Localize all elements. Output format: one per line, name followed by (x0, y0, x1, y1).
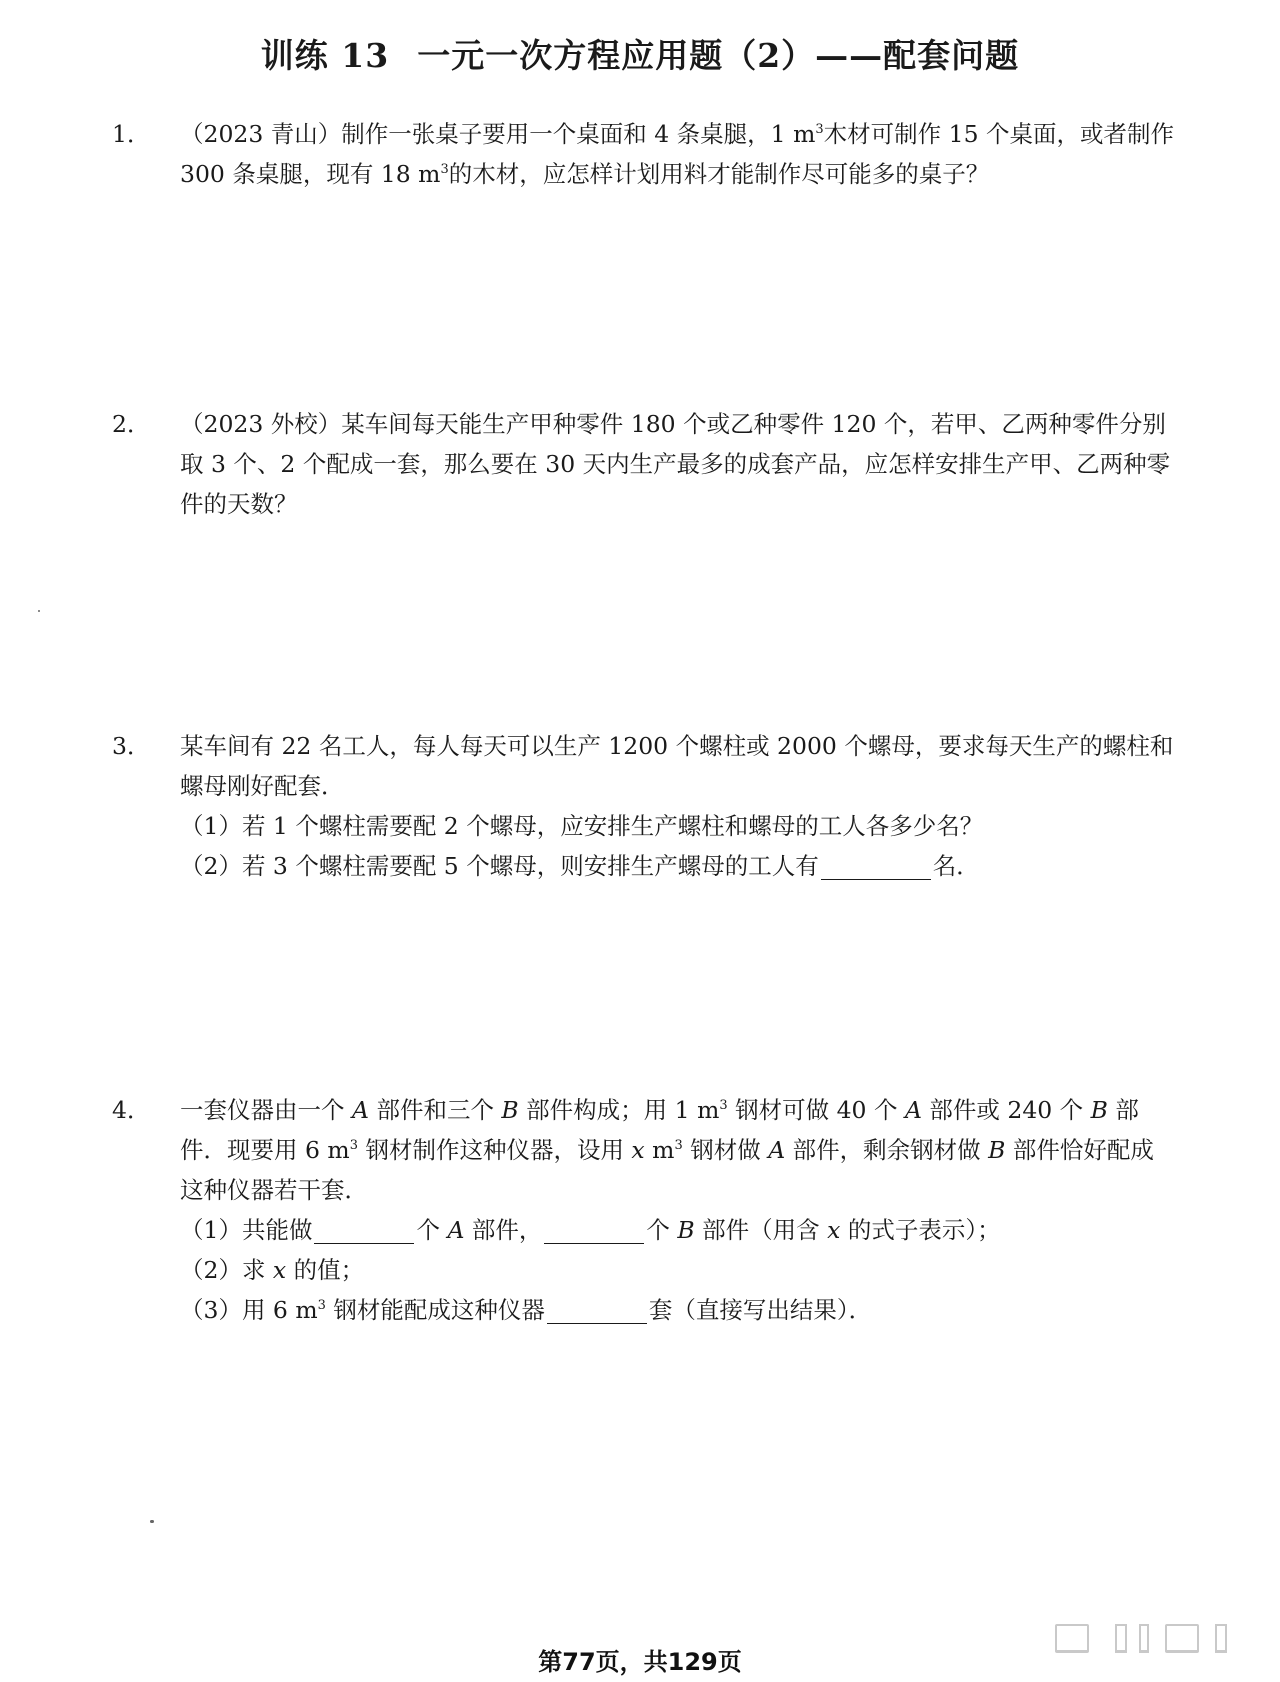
sub-question-2: （2）若 3 个螺柱需要配 5 个螺母，则安排生产螺母的工人有 名． (180, 852, 980, 880)
title-prefix: 训练 13 (260, 36, 390, 75)
answer-blank[interactable] (314, 1217, 414, 1244)
scan-speck (150, 1520, 154, 1523)
question-number: 2． (112, 410, 151, 438)
title-main: 一元一次方程应用题（2）——配套问题 (417, 36, 1020, 75)
sub-question-2: （2）求 x 的值； (180, 1256, 365, 1284)
question-2 (112, 404, 1176, 524)
question-text: （2023 外校）某车间每天能生产甲种零件 180 个或乙种零件 120 个，若甲、乙两种零件分别取 3 个、2 个配成一套，那么要在 30 天内生产最多的成套产品，应怎样安排生产甲、乙两种零件的天数？ (180, 410, 1171, 518)
answer-blank[interactable] (547, 1297, 647, 1324)
question-1: 1． （2023 青山）制作一张桌子要用一个桌面和 4 条桌腿，1 $m^3$木材可制作 15 个桌面，或者制作 300 条桌腿，现有 18 $m^3$的木材，应怎样计划用料才能制作尽可能多的桌子？ (146, 114, 1176, 194)
question-3 (112, 726, 1176, 886)
question-4: 4． 一套仪器由一个 A 部件和三个 B 部件构成；用 1 $m^3$ 钢材可做 40 个 A 部件或 240 个 B 部件．现要用 6 $m^3$ 钢材制作这种仪器，设用 x $m^3$ 钢材做 A 部件，剩余钢材做 B 部件恰好配成这种仪器若干套． （1）共能做 个 A 部件， 个 B 部件（用含 x 的式子表示）； （2）求 x 的值； （3）用 6 $m^3$ 钢材能配成这种仪器 套（直接写出结果）． (146, 1090, 1176, 1330)
question-number: 1． (112, 120, 151, 148)
answer-blank[interactable] (544, 1217, 644, 1244)
question-number: 4． (112, 1096, 151, 1124)
page-title (0, 30, 1280, 77)
sub-question-1: （1）共能做 个 A 部件， 个 B 部件（用含 x 的式子表示）； (180, 1216, 1001, 1244)
page-number: 第77页，共129页 (538, 1648, 742, 1676)
sub-question-3: （3）用 6 $m^3$ 钢材能配成这种仪器 套（直接写出结果）． (180, 1296, 873, 1324)
sub-question-1: （1）若 1 个螺柱需要配 2 个螺母，应安排生产螺柱和螺母的工人各多少名？ (180, 812, 984, 840)
scan-speck (38, 610, 40, 612)
question-number: 3． (112, 732, 151, 760)
answer-blank[interactable] (821, 853, 931, 880)
question-text: 某车间有 22 名工人，每人每天可以生产 1200 个螺柱或 2000 个螺母，要求每天生产的螺柱和螺母刚好配套． (180, 732, 1174, 800)
